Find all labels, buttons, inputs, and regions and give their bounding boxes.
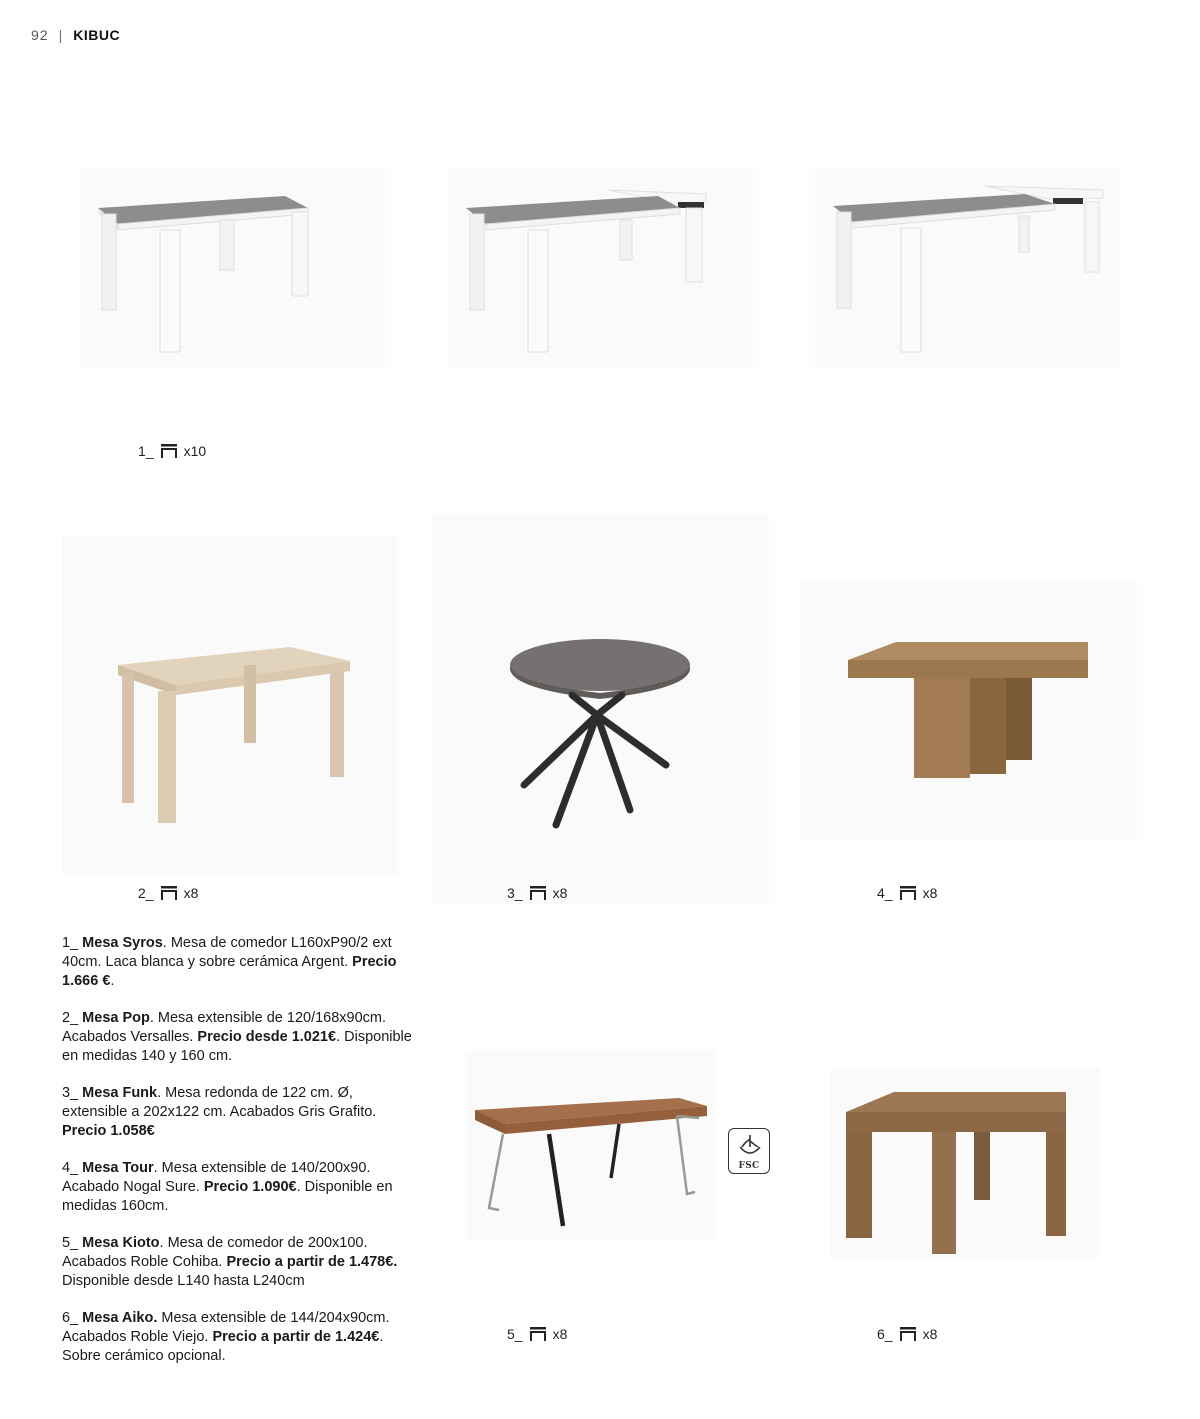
- product-price: Precio 1.666 €: [62, 954, 397, 989]
- product-description-6: [62, 1309, 412, 1366]
- product-prefix: 4_: [62, 1160, 83, 1176]
- product-name: Mesa Syros: [82, 935, 163, 951]
- product-price: Precio a partir de 1.478€.: [226, 1254, 398, 1270]
- product-text-tail: . Disponible en medidas 140 y 160 cm.: [62, 1029, 412, 1064]
- dining-seats-icon: [529, 885, 547, 901]
- page-header: [31, 27, 120, 43]
- product-description-4: [62, 1159, 412, 1216]
- product-text: . Mesa extensible de 120/168x90cm. Acabados Versalles.: [62, 1010, 387, 1045]
- header-separator: |: [58, 27, 64, 43]
- product-photo-pop: [62, 535, 399, 875]
- product-photo-syros-closed: [80, 168, 385, 368]
- caption-seats: x8: [922, 885, 938, 901]
- product-text-tail: . Sobre cerámico opcional.: [62, 1329, 384, 1364]
- product-price: Precio desde 1.021€: [197, 1029, 337, 1045]
- caption-6: [877, 1326, 937, 1342]
- fsc-label: FSC: [738, 1161, 760, 1171]
- product-text: . Mesa redonda de 122 cm. Ø, extensible a 202x122 cm. Acabados Gris Grafito.: [62, 1085, 377, 1120]
- dining-seats-icon: [160, 885, 178, 901]
- caption-5: [507, 1326, 567, 1342]
- table-syros-extending-image: [448, 168, 753, 368]
- product-description-3: [62, 1084, 412, 1141]
- product-prefix: 5_: [62, 1235, 83, 1251]
- product-prefix: 3_: [62, 1085, 83, 1101]
- product-photo-aiko: [830, 1068, 1100, 1258]
- table-funk-image: [432, 515, 769, 905]
- product-name: Mesa Kioto: [82, 1235, 160, 1251]
- dining-seats-icon: [899, 885, 917, 901]
- product-text-tail: . Disponible en medidas 160cm.: [62, 1179, 393, 1214]
- table-kioto-image: [465, 1050, 715, 1240]
- table-syros-closed-image: [80, 168, 385, 368]
- dining-seats-icon: [899, 1326, 917, 1342]
- product-photo-funk: [432, 515, 769, 905]
- caption-number: 6_: [877, 1326, 893, 1342]
- product-text-tail: .: [110, 973, 115, 989]
- table-pop-image: [62, 535, 399, 875]
- product-text-tail: Disponible desde L140 hasta L240cm: [62, 1273, 305, 1289]
- caption-seats: x8: [922, 1326, 938, 1342]
- product-description-2: [62, 1009, 412, 1066]
- product-name: Mesa Pop: [82, 1010, 150, 1026]
- caption-seats: x8: [552, 1326, 568, 1342]
- product-prefix: 1_: [62, 935, 83, 951]
- product-description-1: [62, 934, 412, 991]
- caption-number: 1_: [138, 443, 154, 459]
- caption-seats: x10: [183, 443, 207, 459]
- caption-1: [138, 443, 206, 459]
- product-price: Precio 1.058€: [62, 1123, 155, 1139]
- caption-number: 5_: [507, 1326, 523, 1342]
- fsc-badge: [728, 1128, 770, 1174]
- product-price: Precio 1.090€: [203, 1179, 297, 1195]
- caption-2: [138, 885, 198, 901]
- dining-seats-icon: [529, 1326, 547, 1342]
- caption-seats: x8: [183, 885, 199, 901]
- product-photo-tour: [800, 580, 1137, 840]
- product-name: Mesa Aiko.: [82, 1310, 158, 1326]
- product-name: Mesa Funk: [82, 1085, 158, 1101]
- product-text: . Mesa de comedor L160xP90/2 ext 40cm. Laca blanca y sobre cerámica Argent.: [62, 935, 392, 970]
- product-text: . Mesa extensible de 140/200x90. Acabado Nogal Sure.: [62, 1160, 371, 1195]
- product-prefix: 6_: [62, 1310, 83, 1326]
- table-syros-extended-image: [815, 168, 1120, 368]
- caption-number: 3_: [507, 885, 523, 901]
- table-aiko-image: [830, 1068, 1100, 1258]
- product-prefix: 2_: [62, 1010, 83, 1026]
- page-number: 92: [31, 27, 49, 43]
- product-price: Precio a partir de 1.424€: [212, 1329, 380, 1345]
- caption-number: 4_: [877, 885, 893, 901]
- caption-4: [877, 885, 937, 901]
- product-photo-syros-extended: [815, 168, 1120, 368]
- product-description-5: [62, 1234, 412, 1291]
- table-tour-image: [800, 580, 1137, 840]
- dining-seats-icon: [160, 443, 178, 459]
- product-text: Mesa extensible de 144/204x90cm. Acabados Roble Viejo.: [62, 1310, 390, 1345]
- fsc-tree-icon: [738, 1133, 762, 1159]
- caption-seats: x8: [552, 885, 568, 901]
- product-descriptions: [62, 934, 412, 1384]
- product-text: . Mesa de comedor de 200x100. Acabados Roble Cohiba.: [62, 1235, 368, 1270]
- product-photo-syros-extending: [448, 168, 753, 368]
- product-name: Mesa Tour: [82, 1160, 154, 1176]
- brand-name: KIBUC: [73, 27, 121, 43]
- caption-number: 2_: [138, 885, 154, 901]
- product-photo-kioto: [465, 1050, 715, 1240]
- caption-3: [507, 885, 567, 901]
